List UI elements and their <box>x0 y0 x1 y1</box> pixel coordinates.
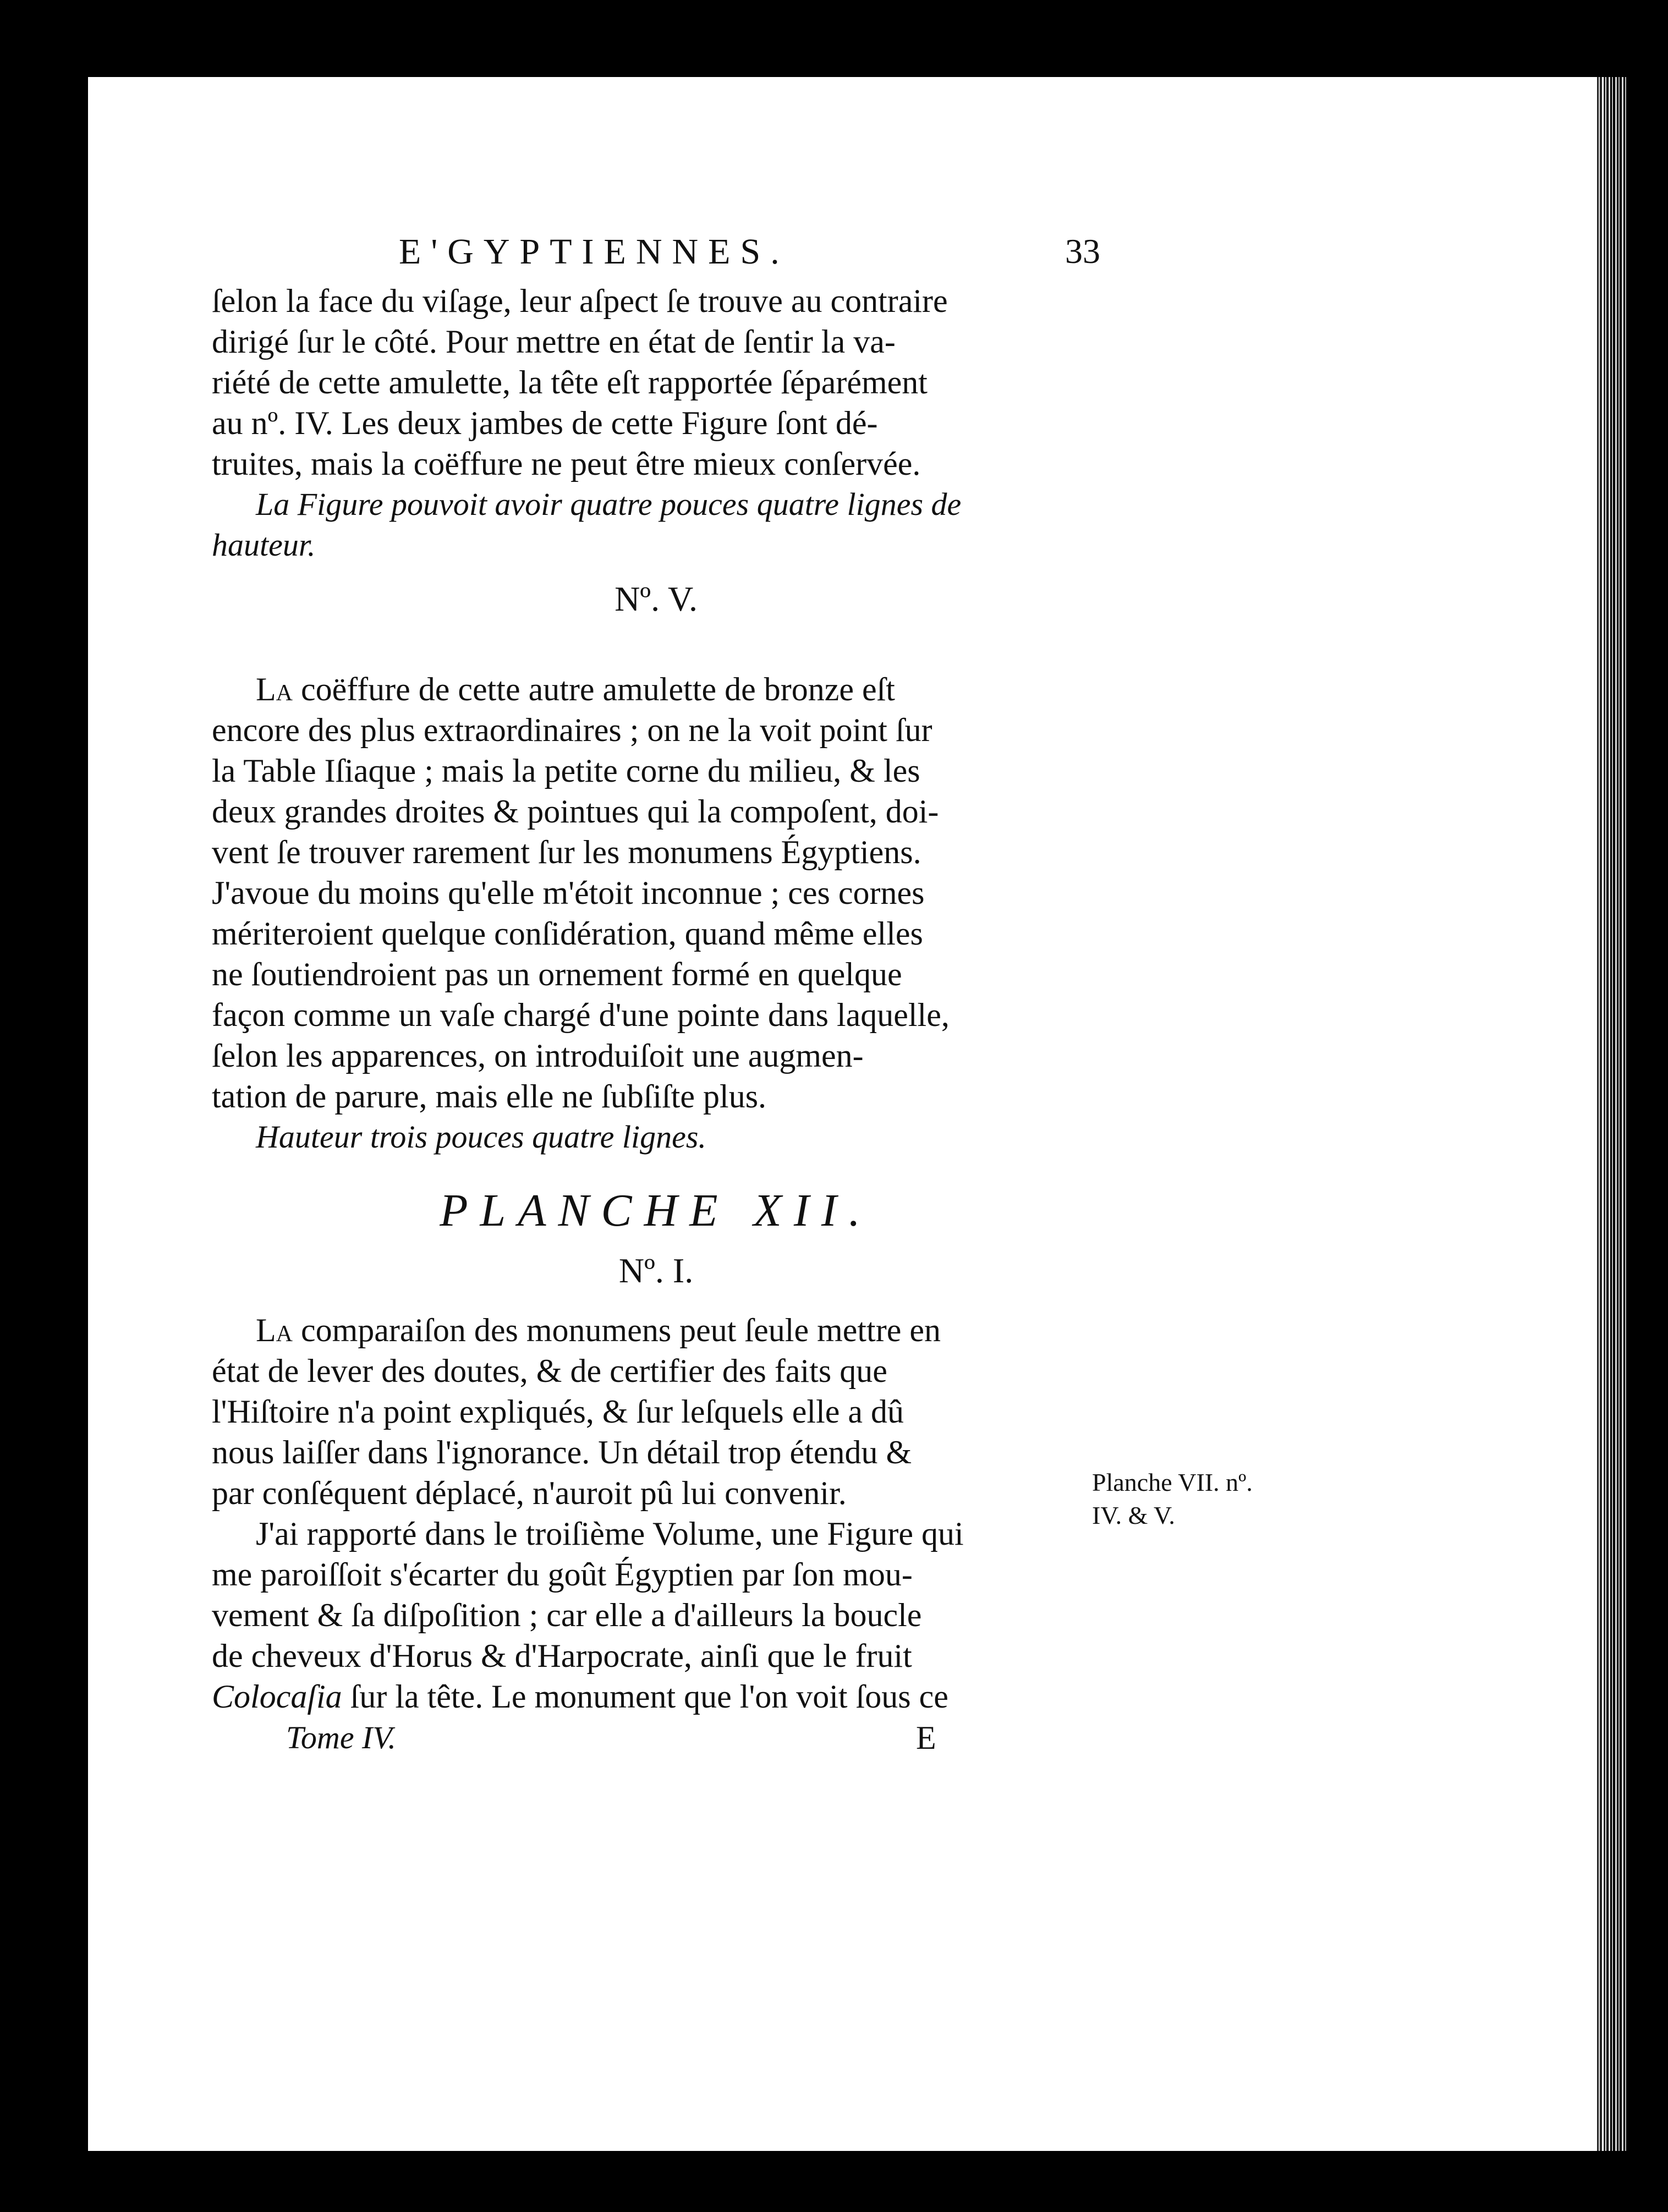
line-rest: comparaiſon des monumens peut ſeule mettre en <box>292 1312 941 1348</box>
text-line: me paroiſſoit s'écarter du goût Égyptien par ſon mou- <box>212 1556 913 1593</box>
initial-word: La <box>256 671 293 707</box>
text-line: la Table Iſiaque ; mais la petite corne du milieu, & les <box>212 753 920 789</box>
section-heading-v: Nº. V. <box>614 579 698 618</box>
italic-term: Colocaſia <box>212 1678 342 1715</box>
continued-paragraph <box>212 281 1100 484</box>
margin-note <box>1092 1466 1329 1532</box>
text-line: ne ſoutiendroient pas un ornement formé en quelque <box>212 956 902 992</box>
measurement-note <box>212 484 1100 566</box>
running-title: E'GYPTIENNES. <box>399 232 789 272</box>
text-line: vement & ſa diſpoſition ; car elle a d'ailleurs la boucle <box>212 1597 922 1633</box>
text-line: état de lever des doutes, & de certifier des faits que <box>212 1353 887 1389</box>
text-line: truites, mais la coëffure ne peut être mieux conſervée. <box>212 446 921 482</box>
initial-word: La <box>256 1312 293 1348</box>
plate-paragraph-1 <box>212 1310 1100 1513</box>
running-head <box>212 231 1100 281</box>
text-line: J'avoue du moins qu'elle m'étoit inconnue ; ces cornes <box>212 875 925 911</box>
gathering-signature: E <box>916 1720 936 1756</box>
plate-title: PLANCHE XII. <box>440 1185 873 1236</box>
text-line: façon comme un vaſe chargé d'une pointe dans laquelle, <box>212 997 950 1033</box>
text-line: deux grandes droites & pointues qui la compoſent, doi- <box>212 793 939 830</box>
text-line: par conſéquent déplacé, n'auroit pû lui convenir. <box>212 1475 847 1511</box>
measurement-note: Hauteur trois pouces quatre lignes. <box>256 1119 706 1155</box>
text-line <box>212 1310 1100 1351</box>
text-line: hauteur. <box>212 527 316 563</box>
text-block <box>212 231 1100 1763</box>
text-line: de cheveux d'Horus & d'Harpocrate, ainſi que le fruit <box>212 1638 912 1674</box>
text-line <box>212 669 1100 710</box>
text-line: tation de parure, mais elle ne ſubſiſte plus. <box>212 1078 767 1115</box>
margin-note-line: Planche VII. nº. <box>1092 1468 1253 1496</box>
margin-note-line: IV. & V. <box>1092 1501 1175 1529</box>
page-footer <box>212 1719 1100 1763</box>
text-line <box>212 1676 1100 1717</box>
text-line: au nº. IV. Les deux jambes de cette Figure ſont dé- <box>212 405 878 441</box>
line-rest: ſur la tête. Le monument que l'on voit ſous ce <box>342 1678 948 1715</box>
page-edge-shadow <box>1595 77 1628 2151</box>
text-line: ſelon la face du viſage, leur aſpect ſe trouve au contraire <box>212 283 948 319</box>
line-rest: coëffure de cette autre amulette de bronze eſt <box>292 671 895 707</box>
text-line: dirigé ſur le côté. Pour mettre en état de ſentir la va- <box>212 323 896 360</box>
text-line: l'Hiſtoire n'a point expliqués, & ſur leſquels elle a dû <box>212 1393 904 1430</box>
text-line: nous laiſſer dans l'ignorance. Un détail trop étendu & <box>212 1434 912 1470</box>
plate-paragraph-2 <box>212 1513 1100 1717</box>
text-line: mériteroient quelque conſidération, quand même elles <box>212 915 923 952</box>
volume-signature: Tome IV. <box>286 1720 396 1755</box>
text-line: riété de cette amulette, la tête eſt rapportée ſéparément <box>212 364 928 400</box>
section-heading-i: Nº. I. <box>618 1251 694 1290</box>
text-line: ſelon les apparences, on introduiſoit une augmen- <box>212 1038 864 1074</box>
text-line: J'ai rapporté dans le troiſième Volume, une Figure qui <box>256 1516 964 1552</box>
section-v-paragraph <box>212 669 1100 1157</box>
page-number: 33 <box>1065 232 1100 271</box>
text-line: La Figure pouvoit avoir quatre pouces quatre lignes de <box>256 486 962 522</box>
text-line: vent ſe trouver rarement ſur les monumens Égyptiens. <box>212 834 921 870</box>
text-line: encore des plus extraordinaires ; on ne la voit point ſur <box>212 712 932 748</box>
